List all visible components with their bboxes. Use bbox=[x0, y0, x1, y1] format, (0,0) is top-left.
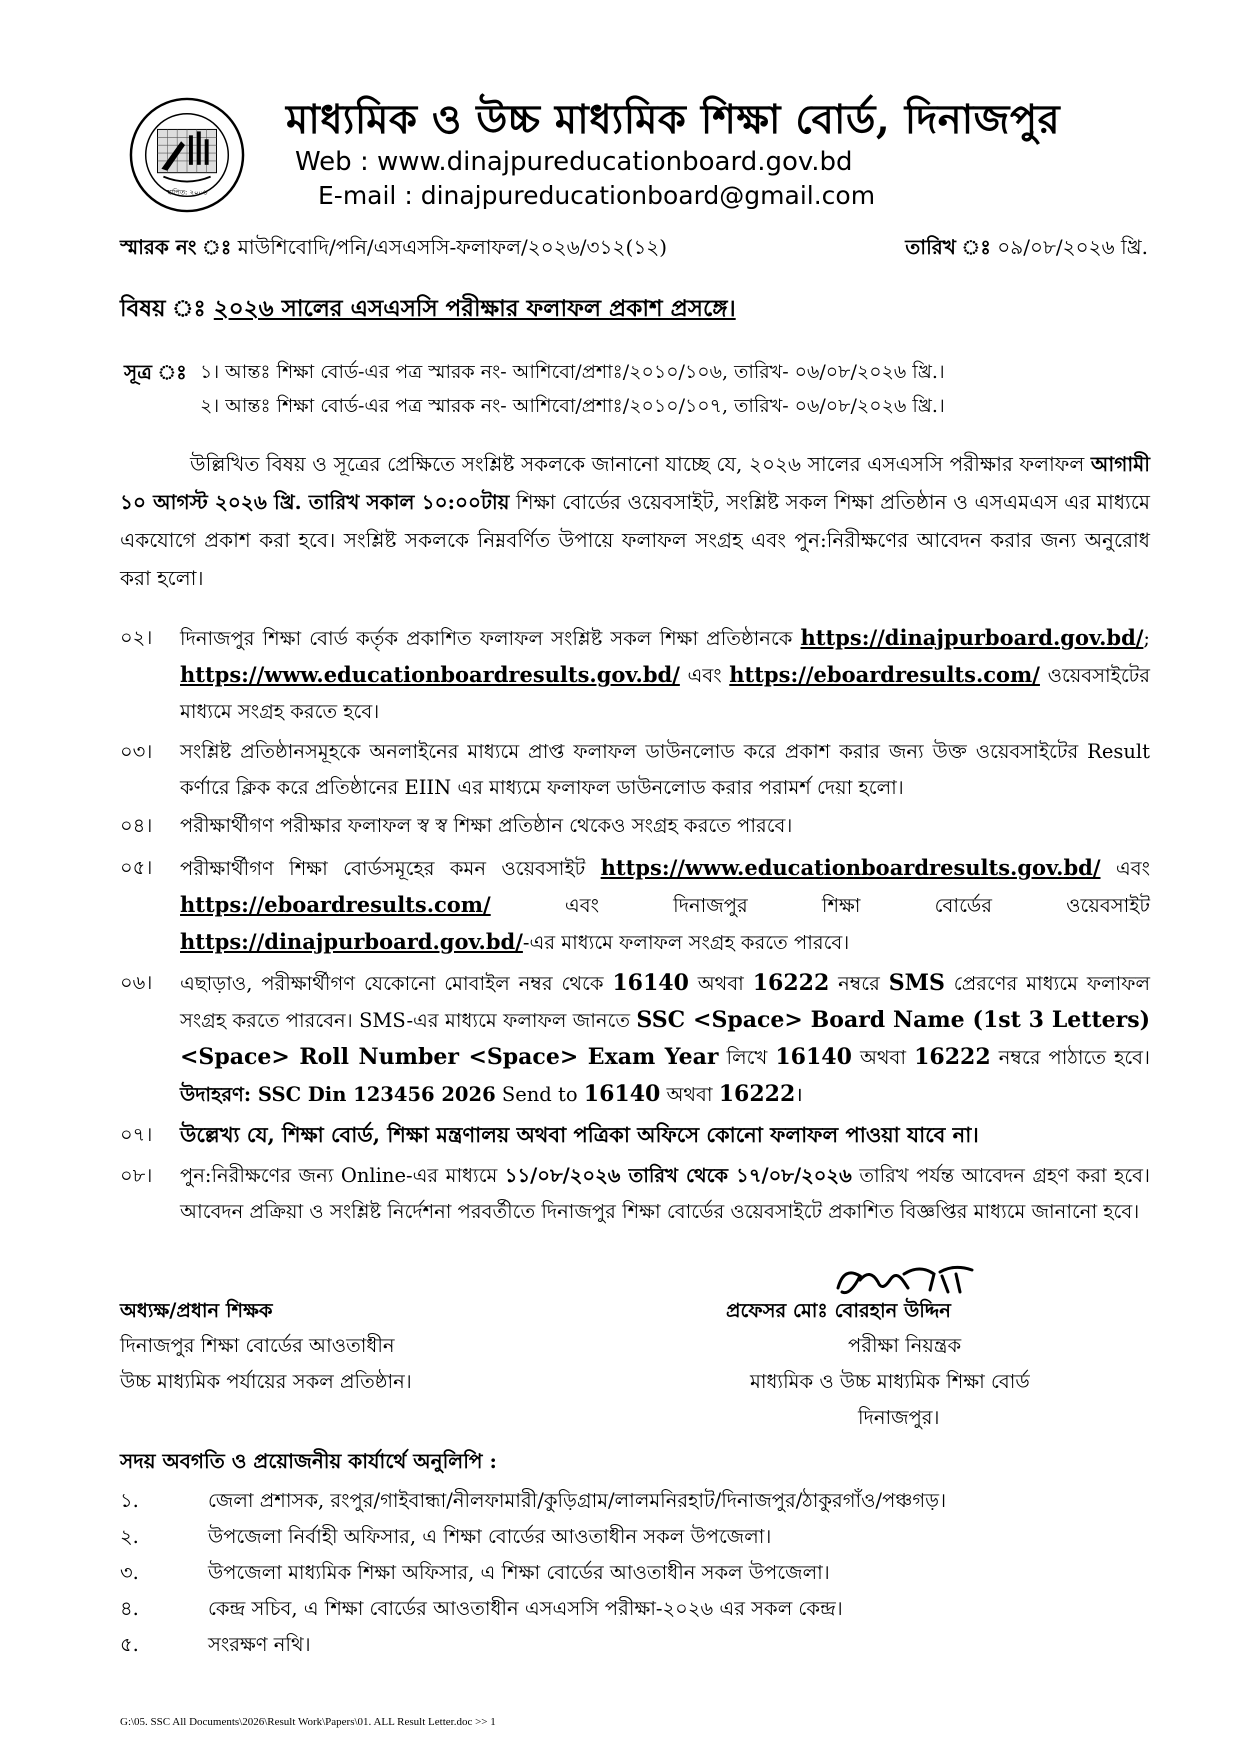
item-text: উল্লেখ্য যে, শিক্ষা বোর্ড, শিক্ষা মন্ত্রণালয় অথবা পত্রিকা অফিসে কোনো ফলাফল পাওয়া যাবে না। bbox=[180, 1122, 979, 1147]
subject-text: ২০২৬ সালের এসএসসি পরীক্ষার ফলাফল প্রকাশ প্রসঙ্গে। bbox=[213, 295, 736, 322]
copy-item-number: ১. bbox=[120, 1489, 139, 1512]
education-board-results-link[interactable]: https://www.educationboardresults.gov.bd/ bbox=[600, 855, 1101, 880]
eboardresults-link[interactable]: https://eboardresults.com/ bbox=[180, 892, 491, 917]
item-text: প্রেরণের মাধ্যমে ফলাফল সংগ্রহ করতে পারবেন। SMS-এর মাধ্যমে ফলাফল জানতে bbox=[180, 972, 1151, 1032]
copy-item-text: সংরক্ষণ নথি। bbox=[208, 1633, 311, 1656]
recheck-dates: ১১/০৮/২০২৬ তারিখ থেকে ১৭/০৮/২০২৬ bbox=[504, 1164, 852, 1187]
dinajpur-board-link[interactable]: https://dinajpurboard.gov.bd/ bbox=[800, 625, 1144, 650]
sender-organization: মাধ্যমিক ও উচ্চ মাধ্যমিক শিক্ষা বোর্ড bbox=[750, 1370, 1030, 1393]
copy-item-number: ৪. bbox=[120, 1597, 139, 1620]
sms-number: 16222 bbox=[914, 1044, 991, 1070]
copy-item-text: উপজেলা নির্বাহী অফিসার, এ শিক্ষা বোর্ডের আওতাধীন সকল উপজেলা। bbox=[208, 1525, 772, 1548]
item-text: এছাড়াও, পরীক্ষার্থীগণ যেকোনো মোবাইল নম্বর থেকে bbox=[180, 972, 604, 995]
dinajpur-board-link[interactable]: https://dinajpurboard.gov.bd/ bbox=[180, 929, 523, 954]
list-item-02 bbox=[120, 620, 1150, 730]
item-text: দিনাজপুর শিক্ষা বোর্ড কর্তৃক প্রকাশিত ফলাফল সংশ্লিষ্ট সকল শিক্ষা প্রতিষ্ঠানকে bbox=[180, 627, 793, 650]
website-address[interactable]: Web : www.dinajpureducationboard.gov.bd bbox=[295, 147, 853, 177]
item-text: এবং দিনাজপুর শিক্ষা বোর্ডের ওয়েবসাইট bbox=[564, 894, 1151, 917]
date-label: তারিখ ঃ bbox=[905, 235, 991, 259]
sms-number: 16140 bbox=[775, 1044, 852, 1070]
item-number: ০২। bbox=[120, 626, 153, 649]
list-item-04 bbox=[120, 808, 1150, 844]
copy-item bbox=[120, 1559, 830, 1591]
board-name: মাধ্যমিক ও উচ্চ মাধ্যমিক শিক্ষা বোর্ড, দিনাজপুর bbox=[286, 96, 1061, 143]
item-text: এবং bbox=[687, 664, 722, 687]
item-text: নম্বরে পাঠাতে হবে। bbox=[998, 1046, 1150, 1069]
copy-item-text: কেন্দ্র সচিব, এ শিক্ষা বোর্ডের আওতাধীন এসএসসি পরীক্ষা-২০২৬ এর সকল কেন্দ্র। bbox=[208, 1597, 843, 1620]
item-text: এবং bbox=[1115, 857, 1151, 880]
item-number: ০৬। bbox=[120, 971, 153, 994]
list-item-06 bbox=[120, 965, 1150, 1113]
eboardresults-link[interactable]: https://eboardresults.com/ bbox=[729, 662, 1040, 687]
sender-designation: পরীক্ষা নিয়ন্ত্রক bbox=[848, 1334, 962, 1357]
sms-number: 16140 bbox=[612, 970, 689, 996]
sources-label: সূত্র ঃ bbox=[124, 360, 187, 384]
list-item-07 bbox=[120, 1117, 1150, 1153]
file-path-footer: G:\05. SSC All Documents\2026\Result Work\Papers\01. ALL Result Letter.doc >> 1 bbox=[120, 1716, 496, 1728]
svg-text:বোরহান: বোরহান bbox=[830, 1258, 834, 1259]
list-item-05 bbox=[120, 850, 1150, 961]
copy-item bbox=[120, 1595, 843, 1627]
item-text: অথবা bbox=[666, 1083, 713, 1106]
intro-text: শিক্ষা বোর্ডের ওয়েবসাইট, সংশ্লিষ্ট সকল শিক্ষা প্রতিষ্ঠান ও এসএমএস এর মাধ্যমে একযোগে প্রকাশ করা হবে। সংশ্লিষ্ট সকলকে নিম্নবর্ণিত উপায়ে ফলাফল সংগ্রহ এবং পুন:নিরীক্ষণের আবেদন করার জন্য অনুরোধ করা হলো। bbox=[120, 490, 1150, 590]
intro-paragraph bbox=[120, 445, 1150, 597]
copy-item-number: ৩. bbox=[120, 1561, 139, 1584]
item-number: ০৭। bbox=[120, 1123, 153, 1146]
sms-keyword: SMS bbox=[888, 970, 945, 996]
sms-number: 16140 bbox=[583, 1081, 661, 1107]
email-address[interactable]: E-mail : dinajpureducationboard@gmail.com bbox=[318, 181, 876, 210]
board-logo bbox=[128, 96, 246, 214]
item-text: পরীক্ষার্থীগণ শিক্ষা বোর্ডসমূহের কমন ওয়েবসাইট bbox=[180, 857, 586, 880]
item-text: নম্বরে bbox=[838, 972, 880, 995]
memo-value: মাউশিবোদি/পনি/এসএসসি-ফলাফল/২০২৬/৩১২(১২) bbox=[237, 235, 668, 259]
copy-list-title: সদয় অবগতি ও প্রয়োজনীয় কার্যার্থে অনুলিপি : bbox=[120, 1449, 497, 1473]
item-number: ০৩। bbox=[120, 740, 153, 763]
copy-item-number: ৫. bbox=[120, 1633, 139, 1656]
sms-number: 16222 bbox=[752, 970, 830, 996]
intro-text: উল্লিখিত বিষয় ও সূত্রের প্রেক্ষিতে সংশ্লিষ্ট সকলকে জানানো যাচ্ছে যে, ২০২৬ সালের এসএসসি পরীক্ষার ফলাফল bbox=[190, 452, 1085, 476]
svg-text:স্থাপিত: ২০০৬: স্থাপিত: ২০০৬ bbox=[166, 188, 208, 197]
item-text: । bbox=[795, 1083, 803, 1106]
recipient-line: দিনাজপুর শিক্ষা বোর্ডের আওতাধীন bbox=[120, 1334, 395, 1357]
item-number: ০৪। bbox=[120, 814, 153, 837]
item-text: সংশ্লিষ্ট প্রতিষ্ঠানসমূহকে অনলাইনের মাধ্যমে প্রাপ্ত ফলাফল ডাউনলোড করে প্রকাশ করার জন্য উক্ত ওয়েবসাইটের Result কর্ণারে ক্লিক করে প্রতিষ্ঠানের EIIN এর মাধ্যমে ফলাফল ডাউনলোড করার পরামর্শ দেয়া হলো। bbox=[180, 740, 1150, 799]
copy-item-text: উপজেলা মাধ্যমিক শিক্ষা অফিসার, এ শিক্ষা বোর্ডের আওতাধীন সকল উপজেলা। bbox=[208, 1561, 830, 1584]
sms-format: SSC <Space> Board Name (1st 3 Letters) <Space> Roll Number <Space> Exam Year bbox=[180, 1007, 1150, 1070]
subject-line bbox=[120, 290, 736, 329]
item-number: ০৫। bbox=[120, 856, 153, 879]
sms-number: 16222 bbox=[718, 1081, 796, 1107]
source-item: ২। আন্তঃ শিক্ষা বোর্ড-এর পত্র স্মারক নং- আশিবো/প্রশাঃ/২০১০/১০৭, তারিখ- ০৬/০৮/২০২৬ খ্রি.। bbox=[200, 395, 945, 417]
education-board-results-link[interactable]: https://www.educationboardresults.gov.bd/ bbox=[180, 662, 680, 687]
sender-location: দিনাজপুর। bbox=[858, 1406, 940, 1429]
recipient-line: উচ্চ মাধ্যমিক পর্যায়ের সকল প্রতিষ্ঠান। bbox=[120, 1370, 412, 1393]
copy-item-number: ২. bbox=[120, 1525, 139, 1548]
item-text: তারিখ পর্যন্ত আবেদন গ্রহণ করা হবে। আবেদন প্রক্রিয়া ও সংশ্লিষ্ট নির্দেশনা পরবর্তীতে দিনাজপুর শিক্ষা বোর্ডের ওয়েবসাইটে প্রকাশিত বিজ্ঞপ্তির মাধ্যমে জানানো হবে। bbox=[180, 1164, 1151, 1223]
item-text: Send to bbox=[501, 1083, 578, 1106]
memo-label: স্মারক নং ঃ bbox=[120, 235, 232, 259]
sender-name: প্রফেসর মোঃ বোরহান উদ্দিন bbox=[726, 1299, 951, 1322]
item-number: ০৮। bbox=[120, 1164, 153, 1187]
item-text: -এর মাধ্যমে ফলাফল সংগ্রহ করতে পারবে। bbox=[522, 931, 850, 954]
item-text: ওয়েবসাইটের মাধ্যমে সংগ্রহ করতে হবে। bbox=[180, 664, 1151, 723]
sms-example: উদাহরণ: SSC Din 123456 2026 bbox=[180, 1083, 496, 1106]
item-text: অথবা bbox=[697, 972, 744, 995]
source-item: ১। আন্তঃ শিক্ষা বোর্ড-এর পত্র স্মারক নং- আশিবো/প্রশাঃ/২০১০/১০৬, তারিখ- ০৬/০৮/২০২৬ খ্রি.। bbox=[200, 361, 945, 383]
item-text: অথবা bbox=[860, 1046, 907, 1069]
copy-item bbox=[120, 1631, 311, 1663]
list-item-03 bbox=[120, 734, 1150, 806]
copy-item bbox=[120, 1523, 771, 1555]
item-text: পুন:নিরীক্ষণের জন্য Online-এর মাধ্যমে bbox=[180, 1164, 498, 1187]
subject-label: বিষয় ঃ bbox=[120, 295, 206, 322]
memo-number bbox=[120, 233, 667, 266]
date-value: ০৯/০৮/২০২৬ খ্রি. bbox=[997, 235, 1148, 259]
list-item-08 bbox=[120, 1158, 1150, 1230]
intro-release-time: আগামী ১০ আগস্ট ২০২৬ খ্রি. তারিখ সকাল ১০:০০টায় bbox=[120, 452, 1150, 514]
copy-item bbox=[120, 1487, 946, 1519]
memo-date bbox=[905, 233, 1148, 266]
item-text: ; bbox=[1143, 627, 1150, 650]
item-text: লিখে bbox=[726, 1046, 768, 1069]
item-text: পরীক্ষার্থীগণ পরীক্ষার ফলাফল স্ব স্ব শিক্ষা প্রতিষ্ঠান থেকেও সংগ্রহ করতে পারবে। bbox=[180, 814, 793, 837]
recipient-title: অধ্যক্ষ/প্রধান শিক্ষক bbox=[120, 1299, 273, 1322]
copy-item-text: জেলা প্রশাসক, রংপুর/গাইবান্ধা/নীলফামারী/কুড়িগ্রাম/লালমনিরহাট/দিনাজপুর/ঠাকুরগাঁও/পঞ্চগড়। bbox=[208, 1489, 947, 1512]
